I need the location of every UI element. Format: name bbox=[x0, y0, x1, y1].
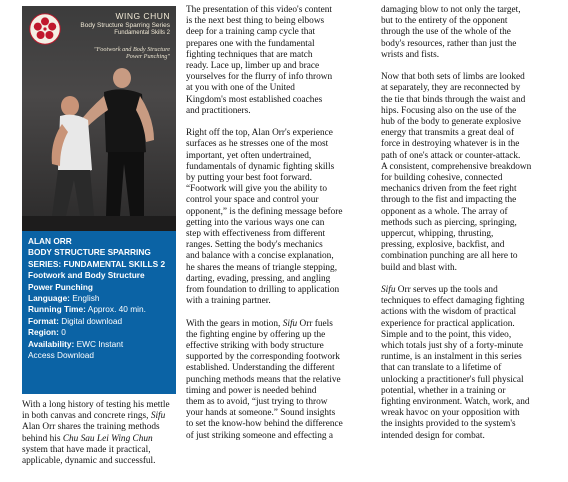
text-line bbox=[22, 434, 180, 445]
text-line: is the next best thing to being elbows bbox=[186, 16, 325, 27]
paragraph bbox=[186, 5, 370, 117]
cover-tagline-line: Power Punching" bbox=[125, 53, 170, 61]
cover-series: Body Structure Sparring Series bbox=[80, 21, 170, 29]
text-line: mechanics driven from the feet right bbox=[381, 184, 517, 195]
cover-tagline-line: "Footwork and Body Structure bbox=[93, 46, 170, 53]
text-line: intended design for combat. bbox=[381, 430, 485, 441]
text-line: the insights provided to the system's bbox=[381, 419, 516, 430]
text-span: Orr fuels bbox=[299, 318, 333, 329]
text-line: runtime, is an instalment in this series bbox=[381, 352, 522, 363]
text-line: damaging blow to not only the target, bbox=[381, 5, 521, 15]
text-line: ready. Lace up, limber up and brace bbox=[186, 61, 320, 72]
text-line: and balance with a concise explanation, bbox=[186, 251, 334, 262]
text-line: uppercut, whipping, thrusting, bbox=[381, 229, 494, 240]
paragraph bbox=[381, 285, 565, 442]
info-subtitle-line: Power Punching bbox=[28, 281, 93, 292]
info-label: Running Time: bbox=[28, 304, 86, 315]
text-line: them as to avoid, “just trying to throw bbox=[186, 397, 328, 408]
text-line: Right off the top, Alan Orr's experience bbox=[186, 128, 333, 139]
text-line: for building cohesive, connected bbox=[381, 173, 503, 184]
text-line: at separately, they are reconnected by bbox=[381, 83, 521, 94]
text-line: experience for practical application. bbox=[381, 318, 515, 329]
text-line: Kingdom's most established coaches bbox=[186, 94, 323, 105]
paragraph bbox=[186, 128, 370, 307]
text-line: effective striking with body structure bbox=[186, 341, 324, 352]
text-line: through to the fist and impacting the bbox=[381, 195, 517, 206]
paragraph bbox=[381, 72, 565, 274]
text-line: getting into the various ways one can bbox=[186, 217, 325, 228]
text-line: force in destroying whatever is in the bbox=[381, 139, 520, 150]
info-value: English bbox=[72, 293, 100, 304]
text-line: with a training partner. bbox=[186, 296, 271, 307]
text-line: supported by the corresponding footwork bbox=[186, 352, 340, 363]
info-label: Language: bbox=[28, 293, 70, 304]
text-emphasis: Sifu bbox=[282, 318, 298, 329]
text-line: body's resources, rather than just the bbox=[381, 38, 517, 49]
paragraph bbox=[381, 5, 565, 61]
text-line: to set the know-how behind the difference bbox=[186, 419, 343, 430]
text-line: but to the entirety of the opponent bbox=[381, 16, 508, 27]
product-info-box bbox=[22, 231, 176, 394]
text-line bbox=[381, 285, 565, 296]
info-author: ALAN ORR bbox=[28, 236, 72, 246]
info-language bbox=[28, 293, 176, 304]
text-span: Orr serves up the tools and bbox=[397, 285, 498, 296]
text-line: timing and power is needed behind bbox=[186, 385, 317, 396]
info-value: Approx. 40 min. bbox=[87, 304, 146, 315]
text-line: wreak havoc on your opposition with bbox=[381, 408, 520, 419]
text-line: actions with the wisdom of practical bbox=[381, 307, 517, 318]
text-line: he shares the means of triangle stepping, bbox=[186, 262, 338, 273]
info-value: 0 bbox=[61, 327, 66, 338]
info-availability-cont: Access Download bbox=[28, 350, 94, 361]
info-label: Format: bbox=[28, 315, 59, 326]
text-line: system that have made it practical, bbox=[22, 444, 151, 455]
text-line: techniques to effect damaging fighting bbox=[381, 296, 525, 307]
info-running-time bbox=[28, 304, 176, 315]
text-line: step with effectiveness from different bbox=[186, 229, 326, 240]
text-line: ranges. Setting the body's mechanics bbox=[186, 240, 323, 251]
info-label: Availability: bbox=[28, 338, 75, 349]
info-title-line: BODY STRUCTURE SPARRING bbox=[28, 247, 151, 258]
text-line: established. Understanding the different bbox=[186, 363, 335, 374]
cover-title: WING CHUN bbox=[115, 11, 170, 21]
text-line: the tie that binds through the waist and bbox=[381, 94, 526, 105]
text-line: hips. Focusing also on the use of the bbox=[381, 105, 517, 116]
text-line: hub of the body to generate explosive bbox=[381, 117, 521, 128]
info-subtitle-line: Footwork and Body Structure bbox=[28, 270, 145, 281]
text-line: fighting techniques that are match bbox=[186, 49, 313, 60]
fighters-photo bbox=[22, 66, 176, 231]
text-line: surfaces as he stresses one of the most bbox=[186, 139, 329, 150]
text-line: methods such as piercing, springing, bbox=[381, 217, 517, 228]
paragraph bbox=[186, 319, 370, 442]
text-emphasis: Chu Sau Lei Wing Chun bbox=[62, 433, 153, 444]
text-line: fighting environment. Watch, work, and bbox=[381, 397, 530, 408]
info-availability bbox=[28, 339, 176, 350]
text-line: yourselves for the flurry of info thrown bbox=[186, 72, 333, 83]
info-title-line: SERIES: FUNDAMENTAL SKILLS 2 bbox=[28, 258, 166, 269]
text-span: behind his bbox=[22, 433, 61, 444]
cover-tagline bbox=[70, 46, 170, 61]
text-line: Alan Orr shares the training methods bbox=[22, 422, 160, 433]
plum-blossom-emblem-icon bbox=[29, 13, 61, 45]
cover-volume: Fundamental Skills 2 bbox=[114, 30, 170, 37]
text-line: applicable, dynamic and successful. bbox=[22, 456, 156, 467]
text-line: build and blast with. bbox=[381, 262, 457, 273]
text-line: Simple and to the point, this video, bbox=[381, 329, 512, 340]
text-line: potential, whether in a training or bbox=[381, 385, 506, 396]
text-line: path of one's attack or counter-attack. bbox=[381, 150, 521, 161]
dvd-cover-image bbox=[22, 6, 176, 231]
info-label: Region: bbox=[28, 327, 59, 338]
info-region bbox=[28, 327, 176, 338]
text-line: deep for a training camp cycle that bbox=[186, 27, 316, 38]
text-line: opponent as a whole. The array of bbox=[381, 206, 508, 217]
text-line: A consistent, comprehensive breakdown bbox=[381, 161, 532, 172]
text-line: that can translate to a lifetime of bbox=[381, 363, 502, 374]
text-span: With the gears in motion, bbox=[186, 318, 281, 329]
cover-title-block bbox=[80, 12, 170, 37]
text-line: fundamentals of dynamic fighting skills bbox=[186, 161, 335, 172]
text-span: in both canvas and concrete rings, bbox=[22, 411, 149, 422]
text-line: by putting your best foot forward. bbox=[186, 173, 313, 184]
text-line: energy that transmits a great deal of bbox=[381, 128, 515, 139]
text-line: Now that both sets of limbs are looked bbox=[381, 72, 525, 83]
text-line: punching methods means that the relative bbox=[186, 374, 341, 385]
text-line: control your space and control your bbox=[186, 195, 319, 206]
info-value: EWC Instant bbox=[76, 338, 124, 349]
text-line bbox=[22, 411, 180, 422]
info-value: Digital download bbox=[61, 315, 123, 326]
text-line: combination punching are all here to bbox=[381, 251, 518, 262]
article-column-2 bbox=[186, 5, 370, 453]
text-emphasis: Sifu bbox=[150, 411, 166, 422]
article-column-3 bbox=[381, 5, 565, 453]
text-line: With a long history of testing his mettle bbox=[22, 400, 170, 410]
text-line: The presentation of this video's content bbox=[186, 5, 332, 15]
text-emphasis: Sifu bbox=[381, 285, 396, 296]
info-format bbox=[28, 316, 176, 327]
text-line: wrists and fists. bbox=[381, 49, 440, 60]
text-line: “Footwork will give you the ability to bbox=[186, 184, 327, 195]
text-line: unlocking a practitioner's full physical bbox=[381, 374, 524, 385]
text-line: at you with one of the United bbox=[186, 83, 295, 94]
text-line: and practitioners. bbox=[186, 105, 251, 116]
text-line: of just striking someone and effecting a bbox=[186, 430, 333, 441]
text-line: your hands at someone.” Sound insights bbox=[186, 408, 336, 419]
text-line: through the use of the whole of the bbox=[381, 27, 511, 38]
text-line: which totals just shy of a forty-minute bbox=[381, 341, 524, 352]
text-line: darting, evading, pressing, and angling bbox=[186, 273, 331, 284]
text-line: prepares one with the fundamental bbox=[186, 38, 315, 49]
text-line: the fighting engine by offering up the bbox=[186, 329, 326, 340]
text-line bbox=[186, 319, 370, 330]
article-column-1 bbox=[22, 400, 180, 467]
text-line: pressing, explosive, backfist, and bbox=[381, 240, 505, 251]
text-line: from foundation to drilling to application bbox=[186, 285, 340, 296]
text-line: opponent,” is the defining message before bbox=[186, 206, 343, 217]
text-line: important, yet often undertrained, bbox=[186, 150, 312, 161]
